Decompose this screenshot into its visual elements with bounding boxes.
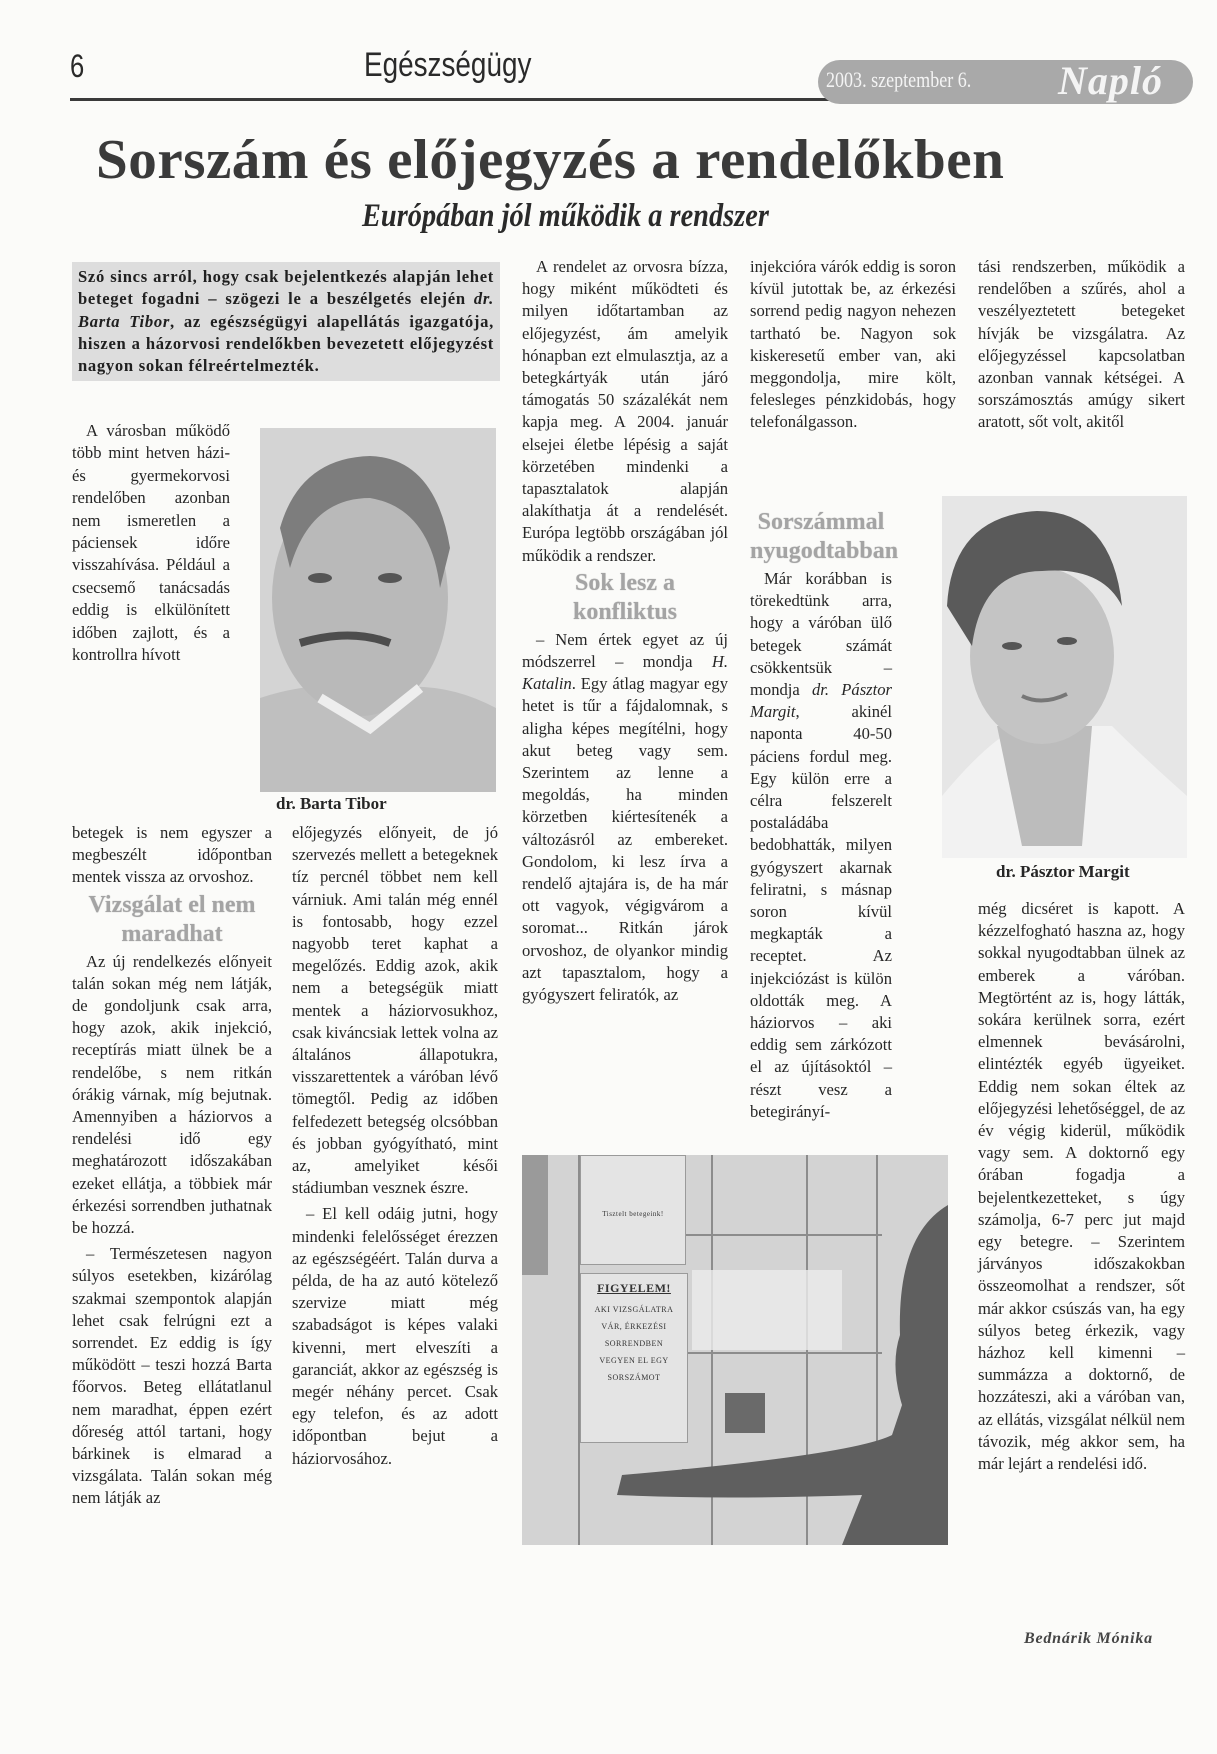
column-4 xyxy=(750,256,956,434)
subheading: Sorszámmal nyugodtabban xyxy=(750,509,899,564)
column-3 xyxy=(522,256,728,1006)
interviewee-name: dr. Pásztor Margit xyxy=(750,680,892,722)
photo-barta-tibor xyxy=(260,428,496,792)
lead-name: dr. Barta Tibor xyxy=(78,289,494,331)
column-4-narrow xyxy=(750,506,899,1123)
publication-name: Napló xyxy=(1058,58,1163,103)
notice-line: VEGYEN EL EGY xyxy=(599,1356,669,1365)
paragraph: Már korábban is törekedtünk arra, hogy a váróban ülő betegek számát csökkentsük – mondja dr. Pásztor Margit, akinél naponta 40-50 páciens fordul meg. Egy külön erre a célra felszerelt postaládába bedobhatták, milyen gyógyszert akarnak feliratni, s másnap soron kívül megkapták a receptet. Az injekciózást is külön oldották meg. A háziorvos – aki eddig sem zárkózott el az újításoktól – részt vesz a betegirányí- xyxy=(750,569,892,1121)
column-5-bottom xyxy=(978,898,1185,1475)
notice-title: FIGYELEM! xyxy=(597,1281,671,1295)
paragraph: Az új rendelkezés előnyeit talán sokan még nem látják, de gondoljunk csak arra, hogy azok, akik injekció, receptírás miatt ülnek be a rendelőbe, s nem ritkán órákig várnak, míg bejutnak. Amennyiben a háziorvos a rendelési idő egy meghatározott időszakában ezeket ellátja, a többiek már érkezési sorrendben juthatnak be hozzá. xyxy=(72,951,272,1238)
portrait-man-icon xyxy=(260,428,496,792)
notice-sign xyxy=(580,1273,688,1443)
column-1 xyxy=(72,822,272,1510)
paragraph: előjegyzés előnyeit, de jó szervezés mellett a betegeknek tíz percnél többet nem kell várniuk. Ami talán még ennél is fontosabb, hogy ezzel nagyobb teret kaphat a megelőzés. Eddig azok, akik nem a betegségük miatt mentek a háziorvosukhoz, csak kiváncsiak lettek volna az általános állapotukra, visszarettentek a váróban lévő tömegtől. Pedig az időben felfedezett betegség olcsóbban és jobban gyógyítható, mint az, amelyiket késői stádiumban vesznek észre. xyxy=(292,823,498,1198)
paragraph: – Természetesen nagyon súlyos esetekben, kizárólag szakmai szempontok alapján lehet csak felrúgni ezt a sorrendet. Ez eddig is így működött – teszi hozzá Barta főorvos. Beteg ellátatlanul nem maradhat, éppen ezért dőreség attól tartani, hogy bárkinek is elmarad a vizsgálata. Talán sokan még nem látják az xyxy=(72,1244,272,1508)
paragraph: injekcióra várók eddig is soron kívül jutottak be, az érkezési sorrend pedig nagyon nehezen tartható be. Nagyon sok kiskeresetű ember van, aki meggondolja, mire költ, felesleges pénzkidobás, hogy telefonálgasson. xyxy=(750,257,956,432)
notice-line: AKI VIZSGÁLATRA xyxy=(594,1305,674,1314)
photo-caption: dr. Barta Tibor xyxy=(276,794,387,813)
subheading: Sok lesz a konfliktus xyxy=(572,569,678,625)
paragraph: betegek is nem egyszer a megbeszélt időpontban mentek vissza az orvoshoz. xyxy=(72,823,272,887)
paragraph: – Nem értek egyet az új módszerrel – mondja H. Katalin. Egy átlag magyar egy hetet is tűr a fájdalomnak, s aligha képes megítélni, hogy akut beteg vagy sem. Szerintem az lenne a megoldás, ha minden körzetben kiértesítenék a változásról az embereket. Gondolom, ki lesz írva a rendelő ajtajára is, de ha már ott vagyok, végigvárom a soromat... Ritkán járok orvoshoz, de olyankor mindig azt tapasztalom, hogy a gyógyszert feliratók, az xyxy=(522,629,728,1005)
paragraph: A rendelet az orvosra bízza, hogy miként működteti és milyen időtartamban az előjegyzést, ám amelyik hónapban ezt elmulasztja, az a betegkártyák után járó támogatás 50 százalékát nem kapja meg. A 2004. január elsejei életbe lépésig a saját körzetében mindenki a tapasztalatok alapján alakíthatja át a rendelését. Európa legtöbb országában jól működik a rendszer. xyxy=(522,257,728,565)
issue-date: 2003. szeptember 6. xyxy=(826,67,972,92)
byline: Bednárik Mónika xyxy=(1024,1630,1153,1647)
notice-line: SORRENDBEN xyxy=(604,1339,664,1348)
subheading: Vizsgálat el nem maradhat xyxy=(88,891,256,947)
column-5 xyxy=(978,256,1185,434)
header-rule xyxy=(70,98,830,101)
column-1-narrow xyxy=(72,420,230,666)
lead-text: , az egészségügyi alapellátás igazgatója, hiszen a házorvosi rendelőkben bevezetett előjegyzést nagyon sokan félreértelmezték. xyxy=(78,311,494,376)
notice-line: VÁR, ÉRKEZÉSI xyxy=(601,1322,667,1331)
page-number: 6 xyxy=(70,48,85,84)
paragraph: – El kell odáig jutni, hogy mindenki felelősséget érezzen az egészségéért. Talán durva a példa, de ha az autó kötelező szervize miatt még szabadságot is képes valaki kivenni, mert elveszíti a garanciát, akkor az egészség is megér néhány percet. Csak egy telefon, és az adott időpontban bejut a háziorvosához. xyxy=(292,1204,498,1468)
paragraph: még dicséret is kapott. A kézzelfogható haszna az, hogy sokkal nyugodtabban ülnek az emberek a váróban. Megtörtént az is, hogy látták, sokára kerülnek sorra, ezért elmennek bevásárolni, elintézték egyéb ügyeiket. Eddig nem sokan éltek az előjegyzési lehetőséggel, de az év végig kiderül, működik vagy sem. A doktornő egy órában fogadja a bejelentkezetteket, s úgy számolja, 6-7 perc jut majd egy betegre. – Szerintem járványos időszakokban összeomolhat a rendszer, sőt már akkor csúszás van, ha egy súlyos beteg érkezik, vagy házhoz kell kimenni – summázza a doktornő, de hozzáteszi, aki a váróban van, az ellátás, vizsgálat nélkül nem távozik, még akkor sem, ha már lejárt a rendelési idő. xyxy=(978,899,1185,1474)
paragraph: A városban működő több mint hetven házi- és gyermekorvosi rendelőben azonban nem ismeretlen a páciensek időre visszahívása. Például a csecsemő tanácsadás eddig is elkülönített időben zajlott, és a kontrollra hívott xyxy=(72,421,230,665)
notice-line: SORSZÁMOT xyxy=(607,1373,661,1382)
lead-paragraph xyxy=(72,262,500,381)
photo-caption: dr. Pásztor Margit xyxy=(996,862,1130,881)
subheadline: Európában jól működik a rendszer xyxy=(362,198,769,234)
paragraph: tási rendszerben, működik a rendelőben a szűrés, ahol a veszélyeztetett betegeket hívják be vizsgálatra. Az előjegyzéssel kapcsolatban azonban vannak kétségei. A sorszámosztás amúgy sikert aratott, sőt volt, akitől xyxy=(978,257,1185,432)
portrait-woman-icon xyxy=(942,496,1187,858)
photo-waiting-room xyxy=(522,1155,948,1545)
notice-small-text: Tisztelt betegeink! xyxy=(602,1210,664,1218)
lead-text: Szó sincs arról, hogy csak bejelentkezés alapján lehet beteget fogadni – szögezi le a beszélgetés elején xyxy=(78,267,494,309)
section-title: Egészségügy xyxy=(364,46,532,84)
column-2 xyxy=(292,822,498,1470)
notice-small-sign xyxy=(580,1155,686,1265)
headline: Sorszám és előjegyzés a rendelőkben xyxy=(96,129,1005,191)
photo-pasztor-margit xyxy=(942,496,1187,858)
interviewee-name: H. Katalin xyxy=(522,652,728,694)
